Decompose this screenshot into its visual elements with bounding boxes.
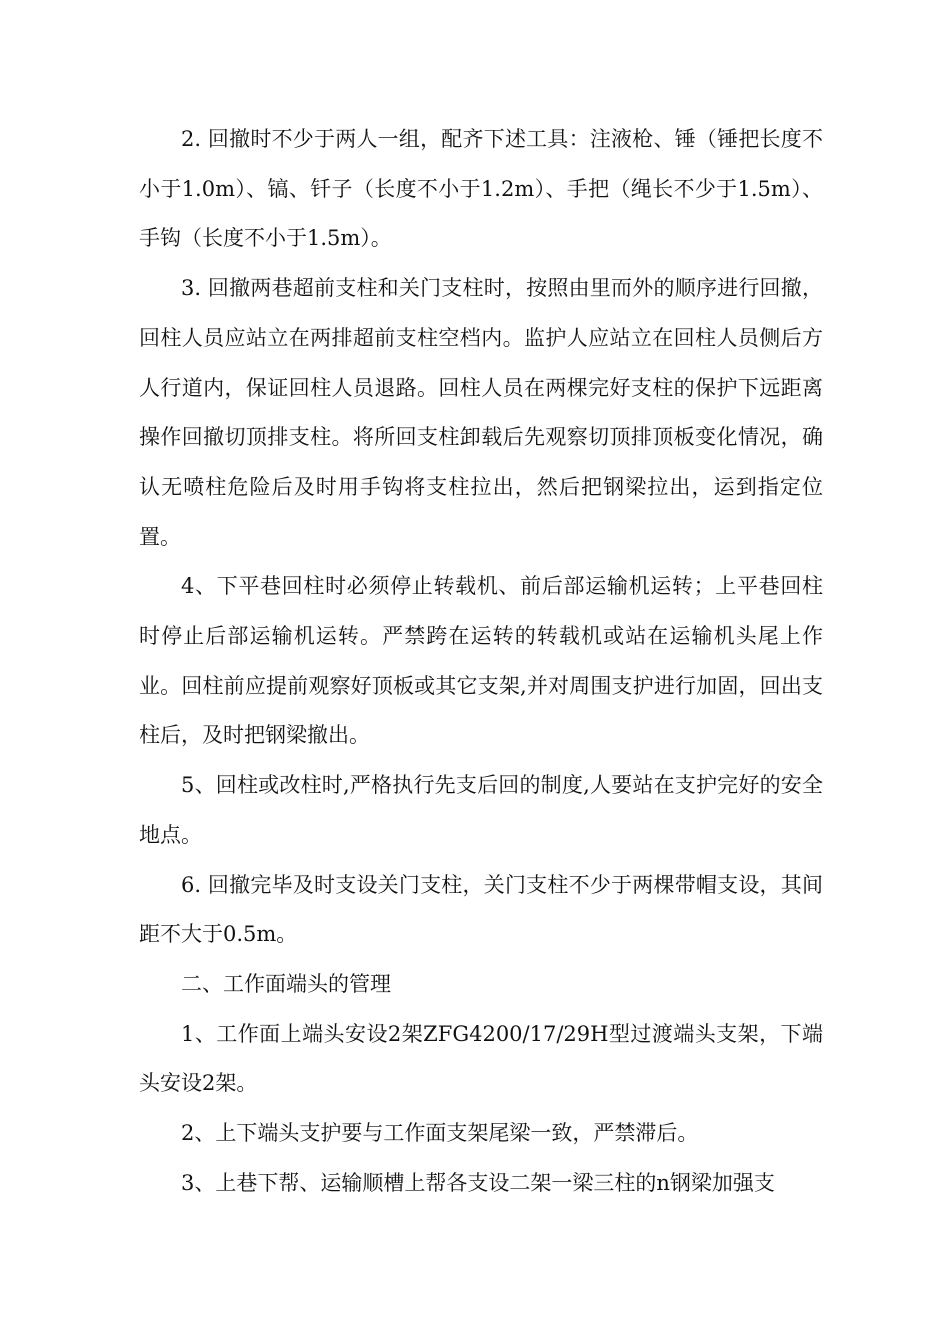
- section-heading-end-management: 二、工作面端头的管理: [181, 971, 391, 996]
- document-body: [139, 115, 823, 1208]
- paragraph-end-supports: 1、工作面上端头安设2架ZFG4200/17/29H型过渡端头支架，下端头安设2架。: [139, 1021, 823, 1096]
- paragraph-closing-props: 6. 回撤完毕及时支设关门支柱，关门支柱不少于两棵带帽支设，其间距不大于0.5m。: [139, 872, 823, 947]
- paragraph-support-first: 5、回柱或改柱时,严格执行先支后回的制度,人要站在支护完好的安全地点。: [139, 773, 823, 847]
- paragraph-lower-roadway: 4、下平巷回柱时必须停止转载机、前后部运输机运转；上平巷回柱时停止后部运输机运转。严禁跨在运转的转载机或站在运输机头尾上作业。回柱前应提前观察好顶板或其它支架,并对周围支护进行加固，回出支柱后，及时把钢梁撤出。: [139, 574, 823, 748]
- paragraph-end-consistency: 2、上下端头支护要与工作面支架尾梁一致，严禁滞后。: [181, 1121, 699, 1146]
- paragraph-retreat-procedure: 3. 回撤两巷超前支柱和关门支柱时，按照由里而外的顺序进行回撤，回柱人员应站立在两排超前支柱空档内。监护人应站立在回柱人员侧后方人行道内，保证回柱人员退路。回柱人员在两棵完好支柱的保护下远距离操作回撤切顶排支柱。将所回支柱卸载后先观察切顶排顶板变化情况，确认无喷柱危险后及时用手钩将支柱拉出，然后把钢梁拉出，运到指定位置。: [139, 276, 823, 549]
- paragraph-reinforcement: 3、上巷下帮、运输顺槽上帮各支设二架一梁三柱的n钢梁加强支: [181, 1170, 775, 1195]
- paragraph-tools: 2. 回撤时不少于两人一组，配齐下述工具：注液枪、锤（锤把长度不小于1.0m）、镐、钎子（长度不小于1.2m）、手把（绳长不少于1.5m）、手钩（长度不小于1.5m）。: [139, 127, 823, 251]
